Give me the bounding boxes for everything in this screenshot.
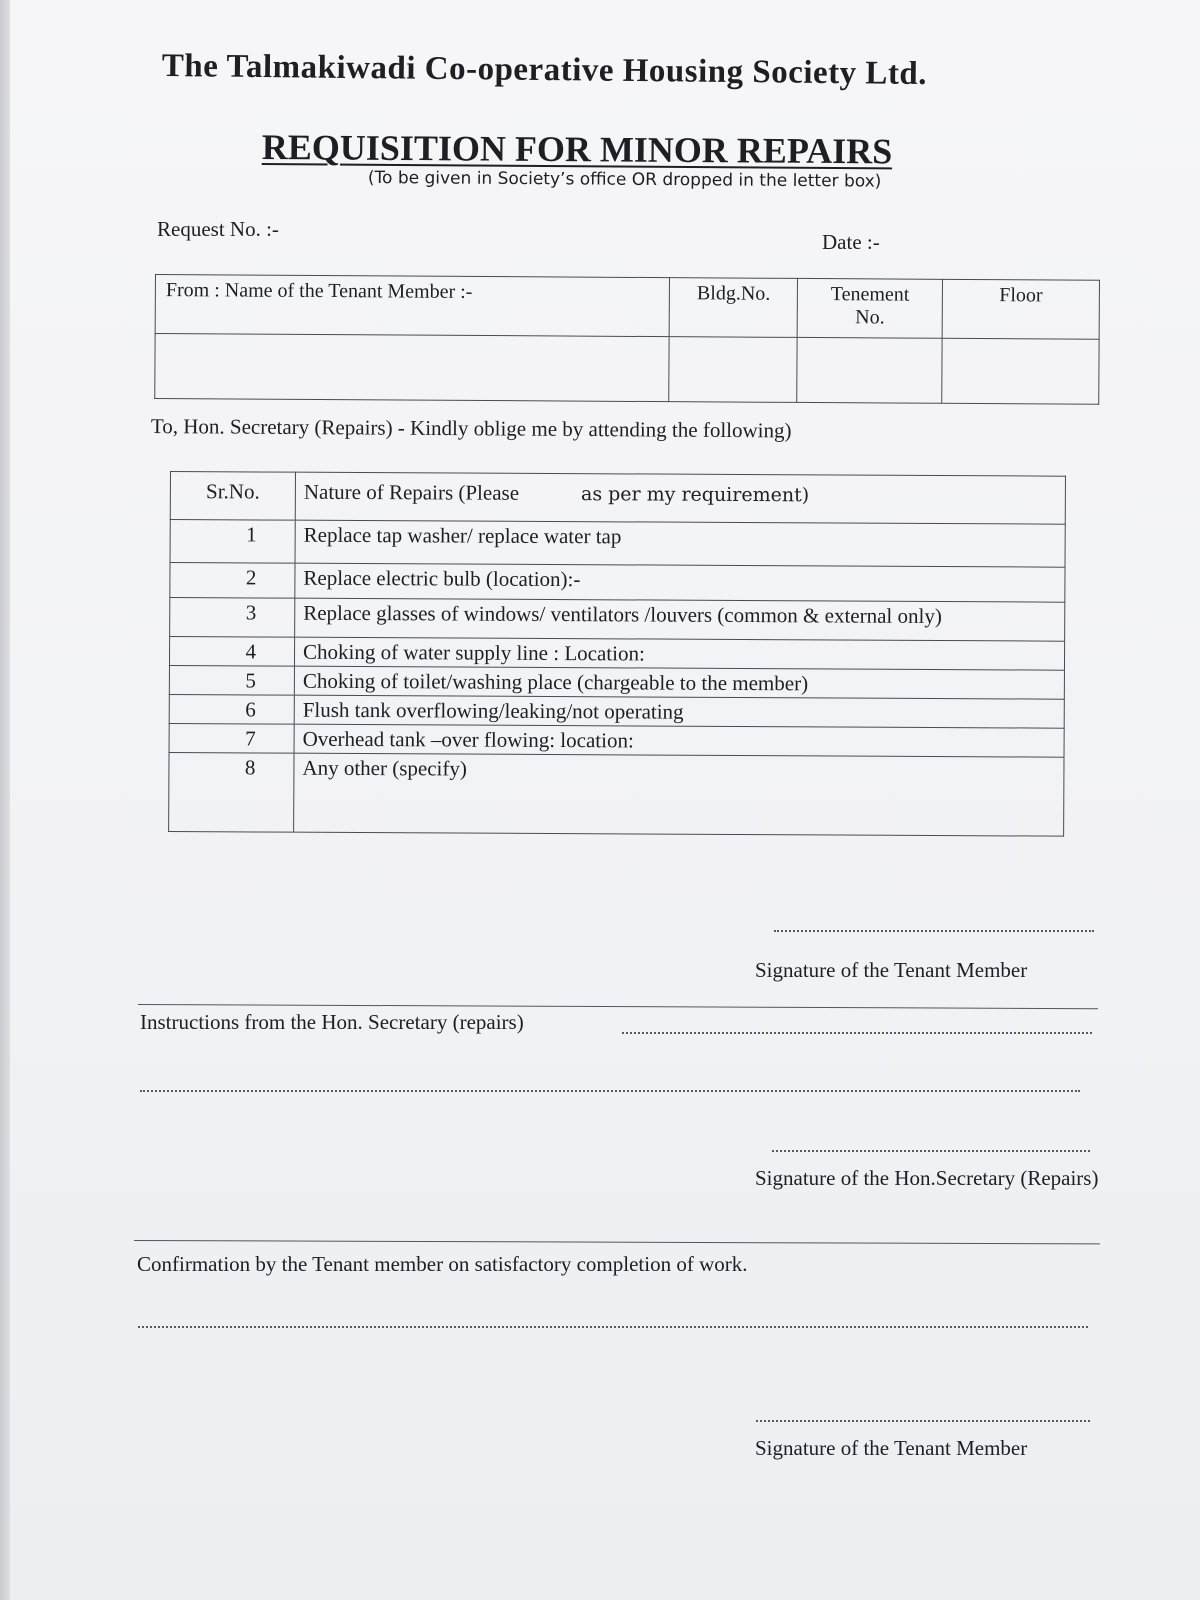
repair-item-number: 7	[169, 723, 294, 753]
tenant-signature-line-1[interactable]	[774, 930, 1094, 932]
repair-item-number: 1	[170, 520, 295, 564]
society-name: The Talmakiwadi Co-operative Housing Society Ltd.	[161, 48, 928, 93]
repairs-table	[168, 471, 1066, 837]
bldg-no-header: Bldg.No.	[669, 278, 797, 338]
repair-item-text: Any other (specify)	[294, 753, 1064, 836]
repair-item-number: 6	[169, 694, 294, 724]
repair-item-row[interactable]	[170, 563, 1065, 603]
repair-item-text: Replace glasses of windows/ ventilators /louvers (common & external only)	[295, 598, 1065, 641]
date-label: Date :-	[822, 230, 880, 254]
tenement-no-field[interactable]	[797, 337, 942, 403]
secretary-signature-label: Signature of the Hon.Secretary (Repairs)	[755, 1166, 1099, 1190]
nature-header-part2: as per my requirement)	[580, 483, 810, 507]
tenant-name-header: From : Name of the Tenant Member :-	[155, 275, 670, 337]
nature-of-repairs-header	[295, 472, 1065, 524]
repair-item-text: Replace electric bulb (location):-	[295, 563, 1065, 602]
confirmation-line[interactable]	[138, 1326, 1088, 1328]
floor-header: Floor	[942, 279, 1099, 339]
instructions-line-1[interactable]	[622, 1032, 1092, 1034]
tenant-details-entry-row	[155, 334, 1099, 405]
nature-header-part1: Nature of Repairs (Please	[303, 479, 520, 505]
tenement-no-header	[797, 278, 942, 338]
confirmation-label: Confirmation by the Tenant member on satisfactory completion of work.	[137, 1252, 748, 1276]
tenant-details-table	[154, 274, 1100, 405]
repair-item-text: Choking of water supply line : Location:	[294, 637, 1064, 670]
repair-item-row[interactable]	[169, 665, 1064, 699]
tenant-details-header-row	[155, 275, 1099, 340]
tenement-header-line2: No.	[855, 306, 885, 329]
tenement-header-line1: Tenement	[830, 283, 910, 306]
repair-item-text: Overhead tank –over flowing: location:	[294, 724, 1064, 757]
instructions-label: Instructions from the Hon. Secretary (repairs)	[140, 1010, 524, 1034]
to-secretary-line: To, Hon. Secretary (Repairs) - Kindly oblige me by attending the following)	[150, 414, 792, 443]
tenant-signature-line-2[interactable]	[756, 1420, 1090, 1422]
repair-item-number: 3	[170, 598, 295, 638]
form-subtitle: (To be given in Society’s office OR dropped in the letter box)	[367, 168, 882, 192]
floor-field[interactable]	[942, 338, 1099, 404]
bldg-no-field[interactable]	[669, 337, 797, 403]
sr-no-header: Sr.No.	[170, 472, 295, 521]
repair-item-text: Replace tap washer/ replace water tap	[295, 520, 1065, 567]
repair-item-number: 4	[169, 637, 294, 667]
instructions-line-2[interactable]	[140, 1090, 1080, 1092]
repair-item-row[interactable]	[169, 694, 1064, 728]
repair-item-number: 2	[170, 563, 295, 599]
repair-item-row[interactable]	[169, 637, 1064, 671]
tenant-signature-label-1: Signature of the Tenant Member	[755, 958, 1028, 982]
request-no-label: Request No. :-	[157, 217, 279, 241]
form-title: REQUISITION FOR MINOR REPAIRS	[261, 126, 893, 172]
repair-item-row[interactable]	[169, 723, 1064, 757]
repair-item-row[interactable]	[170, 598, 1065, 642]
secretary-signature-line[interactable]	[772, 1150, 1090, 1152]
repair-item-text: Flush tank overflowing/leaking/not operating	[294, 695, 1064, 728]
tenant-signature-label-2: Signature of the Tenant Member	[755, 1436, 1028, 1460]
repairs-header-row	[170, 472, 1065, 525]
repair-item-row[interactable]	[169, 752, 1064, 836]
repair-item-number: 8	[169, 752, 294, 832]
repair-item-text: Choking of toilet/washing place (chargeable to the member)	[294, 666, 1064, 699]
repair-item-row[interactable]	[170, 520, 1065, 568]
tenant-name-field[interactable]	[155, 334, 670, 402]
repair-item-number: 5	[169, 665, 294, 695]
